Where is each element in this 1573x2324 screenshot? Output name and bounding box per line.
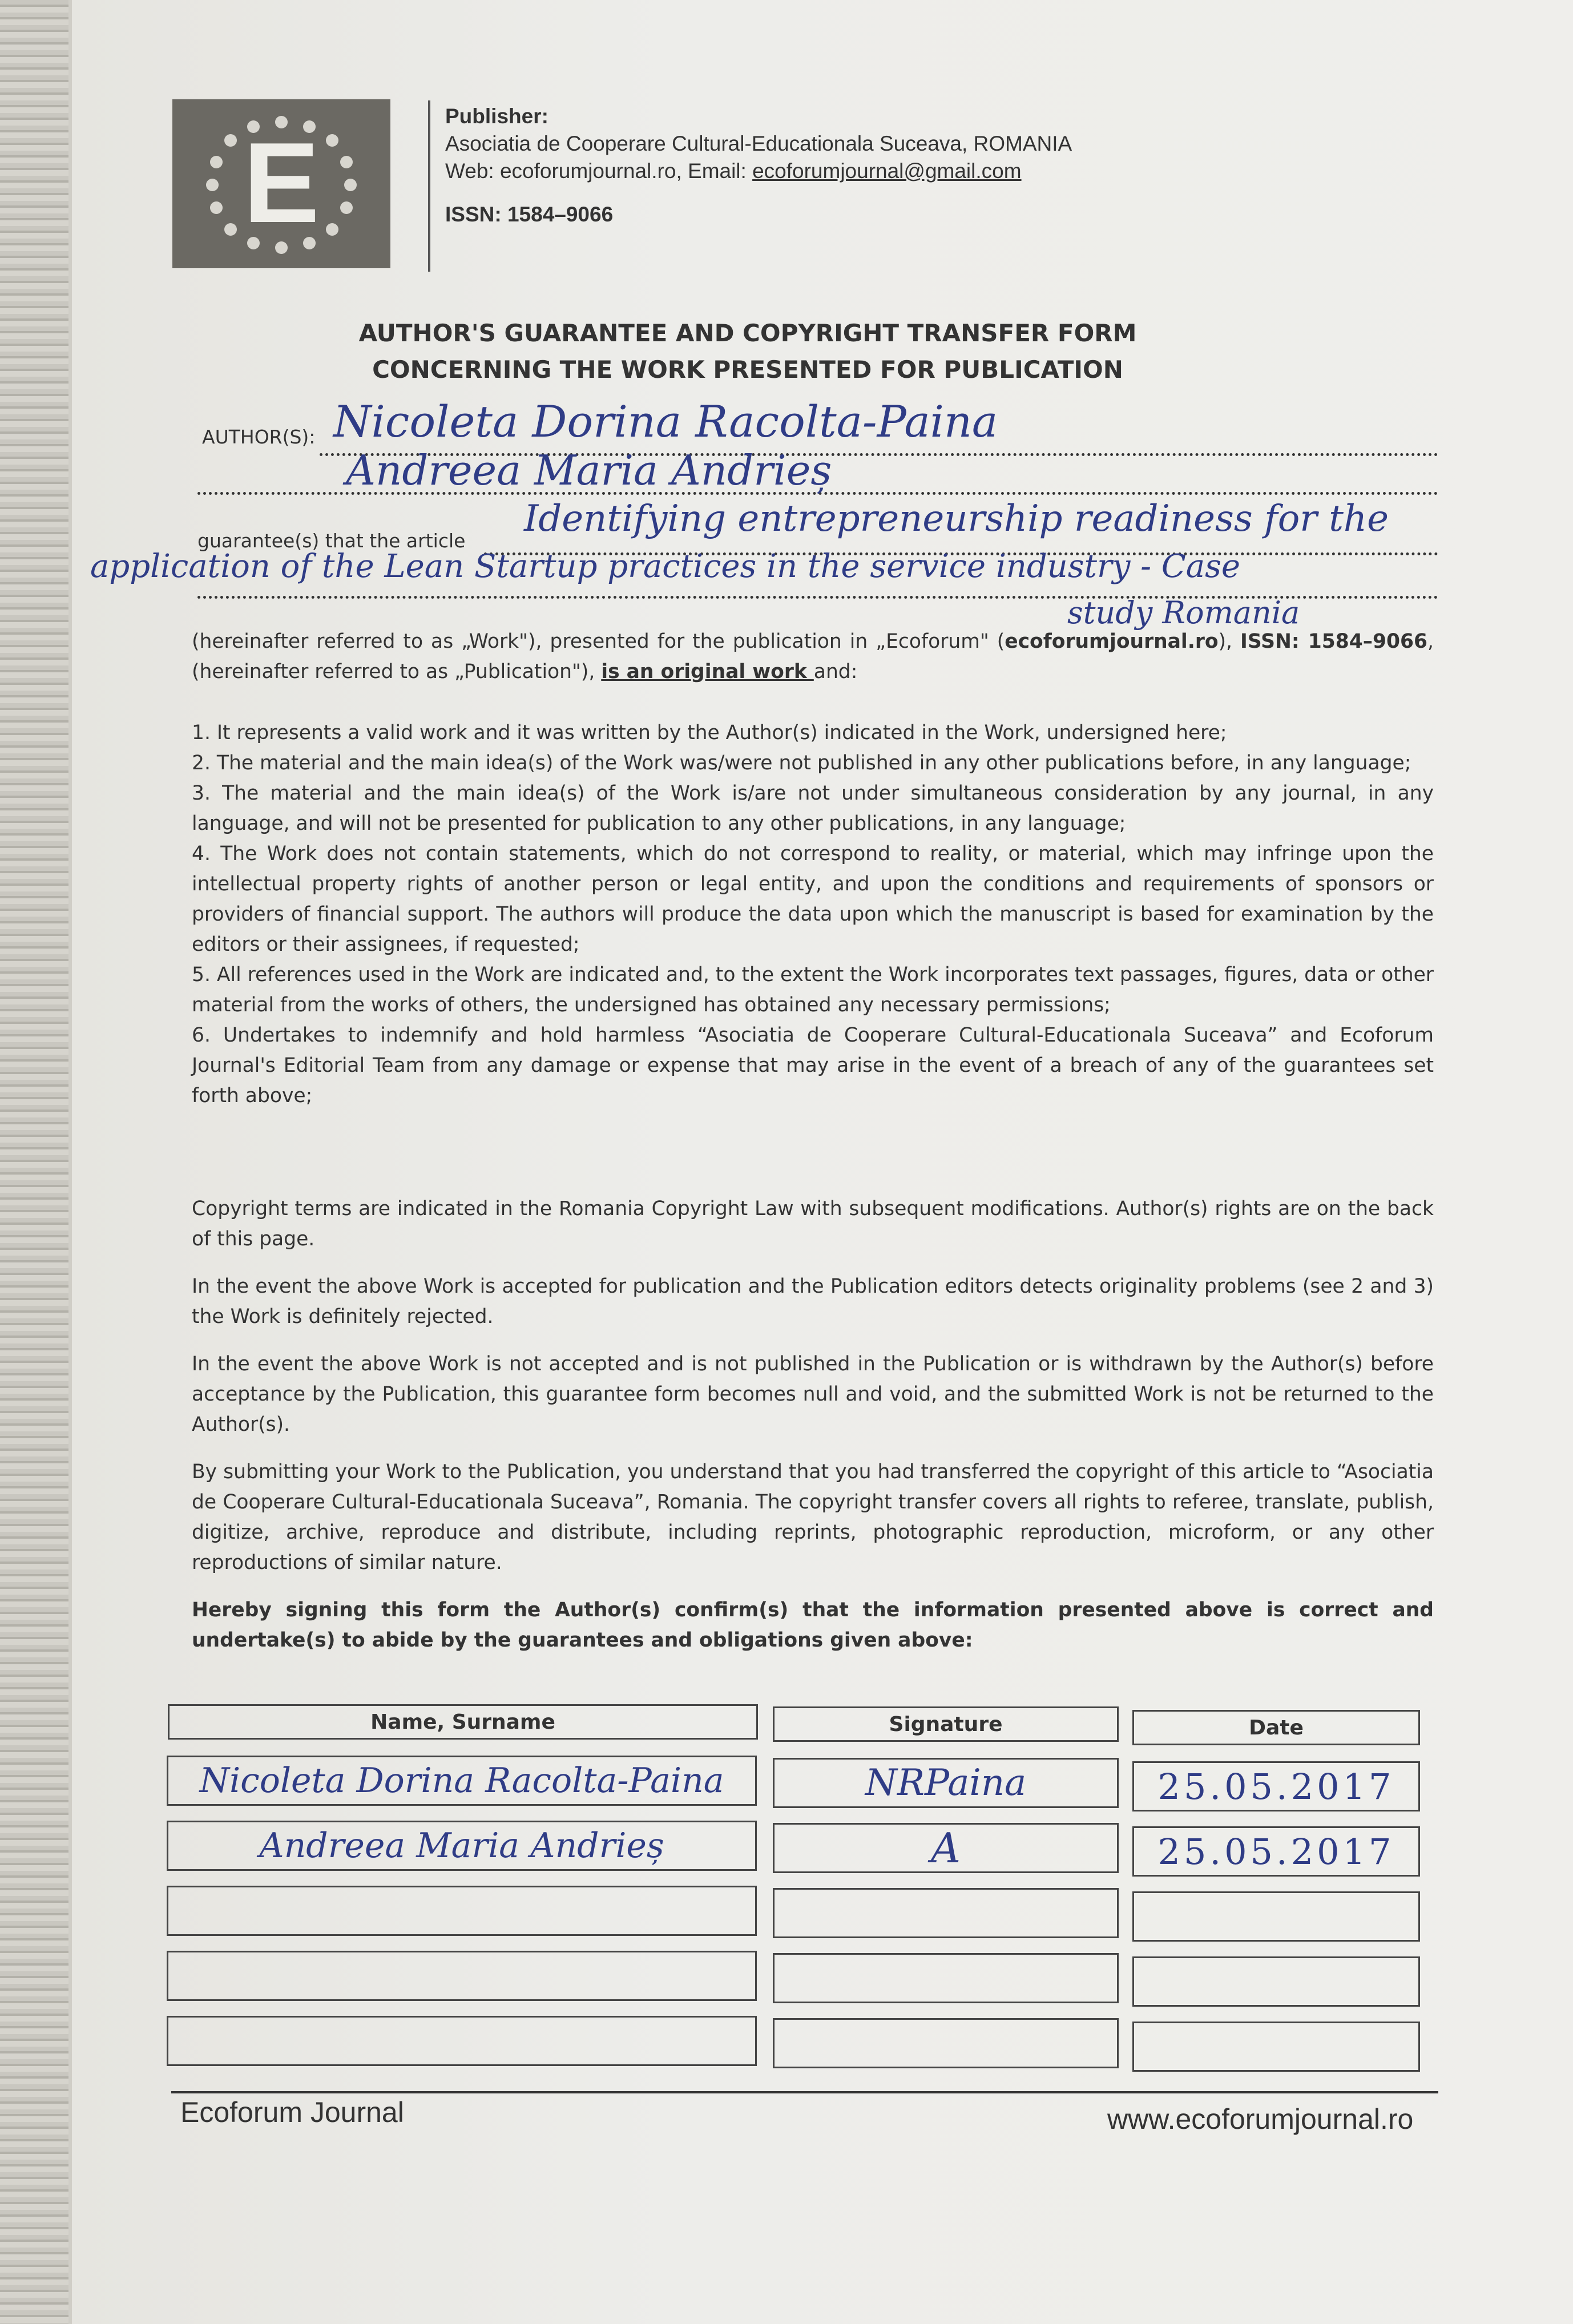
name-cell[interactable] — [167, 1951, 757, 2001]
copyright-terms-paragraph: Copyright terms are indicated in the Romania Copyright Law with subsequent modifications. Author(s) rights are on the back of this page. — [192, 1197, 1434, 1250]
publisher-name: Asociatia de Cooperare Cultural-Educationala Suceava, ROMANIA — [445, 132, 1072, 155]
title-line-1: AUTHOR'S GUARANTEE AND COPYRIGHT TRANSFER FORM — [358, 319, 1137, 347]
signature-table — [167, 1704, 1422, 2081]
web-text: Web: ecoforumjournal.ro, Email: — [445, 159, 753, 183]
guarantee-item: 4. The Work does not contain statements, which do not correspond to reality, or material, which may infringe upon the intellectual property rights of another person or legal entity, and upon the conditions and requirements of sponsors or providers of financial support. The authors will produce the data upon which the manuscript is based for examination by the editors or their assignees, if requested; — [192, 842, 1434, 956]
withdrawal-paragraph: In the event the above Work is not accepted and is not published in the Publication or is withdrawn by the Author(s) before acceptance by the Publication, this guarantee form becomes null and void, and the submitted Work is not be returned to the Author(s). — [192, 1353, 1434, 1436]
intro-issn: ISSN: 1584–9066 — [1240, 630, 1428, 653]
name-column-header: Name, Surname — [168, 1704, 758, 1740]
intro-paragraph — [192, 627, 1434, 687]
title-line-2: CONCERNING THE WORK PRESENTED FOR PUBLICATION — [372, 356, 1123, 384]
footer-journal-name: Ecoforum Journal — [180, 2096, 404, 2128]
logo-letter: E — [243, 119, 320, 247]
name-cell[interactable] — [167, 2016, 757, 2066]
authors-label: AUTHOR(S): — [202, 426, 316, 448]
footer-divider — [171, 2091, 1438, 2093]
guarantee-item: 1. It represents a valid work and it was written by the Author(s) indicated in the Work, undersigned here; — [192, 721, 1227, 744]
handwritten-name: Nicoleta Dorina Racolta-Paina — [199, 1761, 724, 1801]
publisher-label: Publisher: — [445, 104, 548, 128]
name-cell[interactable] — [167, 1886, 757, 1936]
guarantees-list — [192, 718, 1434, 1111]
signature-cell[interactable] — [773, 1823, 1119, 1873]
article-title-handwritten-2: application of the Lean Startup practices in the service industry - Case — [90, 548, 1241, 585]
name-cell[interactable] — [167, 1821, 757, 1871]
signature-cell[interactable] — [773, 1758, 1119, 1808]
article-title-handwritten-3: study Romania — [1067, 595, 1300, 631]
date-cell[interactable] — [1132, 1956, 1420, 2007]
originality-paragraph: In the event the above Work is accepted for publication and the Publication editors detects originality problems (see 2 and 3) the Work is definitely rejected. — [192, 1275, 1434, 1328]
email-link[interactable]: ecoforumjournal@gmail.com — [752, 159, 1022, 183]
article-label: guarantee(s) that the article — [197, 530, 466, 552]
signature-cell[interactable] — [773, 2018, 1119, 2068]
intro-site: ecoforumjournal.ro — [1005, 630, 1219, 653]
header-divider — [428, 100, 430, 272]
author-name-handwritten-2: Andreea Maria Andrieș — [346, 446, 832, 494]
logo-emblem-icon — [172, 99, 390, 268]
original-work-emphasis: is an original work — [601, 660, 814, 683]
name-cell[interactable] — [167, 1756, 757, 1806]
terms-paragraphs — [192, 1194, 1434, 1673]
confirmation-statement: Hereby signing this form the Author(s) confirm(s) that the information presented above is correct and undertake(s) to abide by the guarantees and obligations given above: — [192, 1599, 1434, 1652]
date-cell[interactable] — [1132, 1826, 1420, 1877]
signature-column-header: Signature — [773, 1706, 1119, 1742]
publisher-contact — [445, 158, 1244, 185]
date-cell[interactable] — [1132, 2022, 1420, 2072]
article-title-handwritten-1: Identifying entrepreneurship readiness for the — [524, 498, 1389, 540]
handwritten-name: Andreea Maria Andrieș — [259, 1826, 664, 1866]
guarantee-item: 5. All references used in the Work are indicated and, to the extent the Work incorporates text passages, figures, data or other material from the works of others, the undersigned has obtained any necessary permissions; — [192, 963, 1434, 1016]
notebook-binding — [0, 0, 70, 2324]
handwritten-date: 25.05.2017 — [1157, 1765, 1395, 1807]
footer-website[interactable]: www.ecoforumjournal.ro — [1107, 2103, 1414, 2135]
intro-text-4: and: — [813, 660, 858, 683]
handwritten-date: 25.05.2017 — [1157, 1830, 1395, 1873]
author-name-handwritten-1: Nicoleta Dorina Racolta-Paina — [333, 396, 998, 447]
date-column-header: Date — [1132, 1710, 1420, 1745]
date-cell[interactable] — [1132, 1761, 1420, 1811]
guarantee-item: 6. Undertakes to indemnify and hold harmless “Asociatia de Cooperare Cultural-Educationala Suceava” and Ecoforum Journal's Editorial Team from any damage or expense that may arise in the event of a breach of any of the guarantees set forth above; — [192, 1024, 1434, 1107]
form-title — [171, 315, 1324, 388]
ecoforum-logo — [172, 99, 390, 268]
date-cell[interactable] — [1132, 1891, 1420, 1942]
copyright-transfer-paragraph: By submitting your Work to the Publication, you understand that you had transferred the copyright of this article to “Asociatia de Cooperare Cultural-Educationala Suceava”, Romania. The copyright transfer covers all rights to referee, translate, publish, digitize, archive, reproduce and distribute, including reprints, photographic reproduction, microform, or any other reproductions of similar nature. — [192, 1460, 1434, 1574]
intro-text-1: (hereinafter referred to as „Work"), presented for the publication in „Ecoforum" ( — [192, 630, 1005, 653]
signature-cell[interactable] — [773, 1953, 1119, 2003]
guarantee-item: 3. The material and the main idea(s) of the Work is/are not under simultaneous consideration by any journal, in any language, and will not be presented for publication to any other publications, in any language; — [192, 782, 1434, 835]
signature-cell[interactable] — [773, 1888, 1119, 1938]
intro-text-2: ), — [1218, 630, 1241, 653]
publisher-block — [445, 103, 1244, 228]
handwritten-signature: A — [931, 1824, 961, 1872]
issn: ISSN: 1584–9066 — [445, 203, 614, 226]
guarantee-item: 2. The material and the main idea(s) of the Work was/were not published in any other publications before, in any language; — [192, 752, 1411, 774]
handwritten-signature: NRPaina — [865, 1762, 1027, 1804]
intro-text-3: , (hereinafter referred to as „Publication"), — [192, 630, 1434, 683]
